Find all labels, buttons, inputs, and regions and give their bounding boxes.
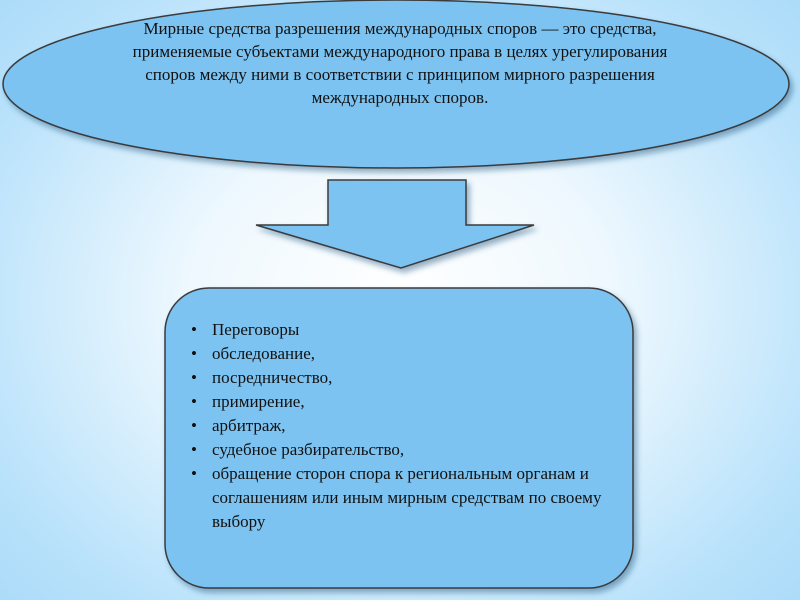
bullet-icon: • [191,416,197,435]
list-item-text: Переговоры [212,320,300,339]
list-item-text: обследование, [212,344,315,363]
bullet-icon: • [191,440,197,459]
list-item-text: посредничество, [212,368,333,387]
down-arrow [256,180,534,268]
bullet-icon: • [191,368,197,387]
bullet-icon: • [191,320,197,339]
list-item-text: обращение сторон спора к региональным органам и соглашениям или иным мирным средствам по своему выбору [212,464,602,531]
bullet-icon: • [191,344,197,363]
bullet-icon: • [191,464,197,483]
list-item [186,318,626,342]
list-item [186,390,626,414]
list-item [186,342,626,366]
list-item-text: судебное разбирательство, [212,440,405,459]
bullet-icon: • [191,392,197,411]
list-item [186,438,626,462]
list-item-text: примирение, [212,392,305,411]
list-item-text: арбитраж, [212,416,286,435]
list-item [186,366,626,390]
list-item [186,462,626,534]
means-list [186,318,626,534]
list-item [186,414,626,438]
means-list-container [186,318,626,534]
definition-text: Мирные средства разрешения международных споров — это средства, применяемые субъектами международного права в целях урегулирования споров между ними в соответствии с принципом мирного разрешения международных споров. [132,19,668,107]
